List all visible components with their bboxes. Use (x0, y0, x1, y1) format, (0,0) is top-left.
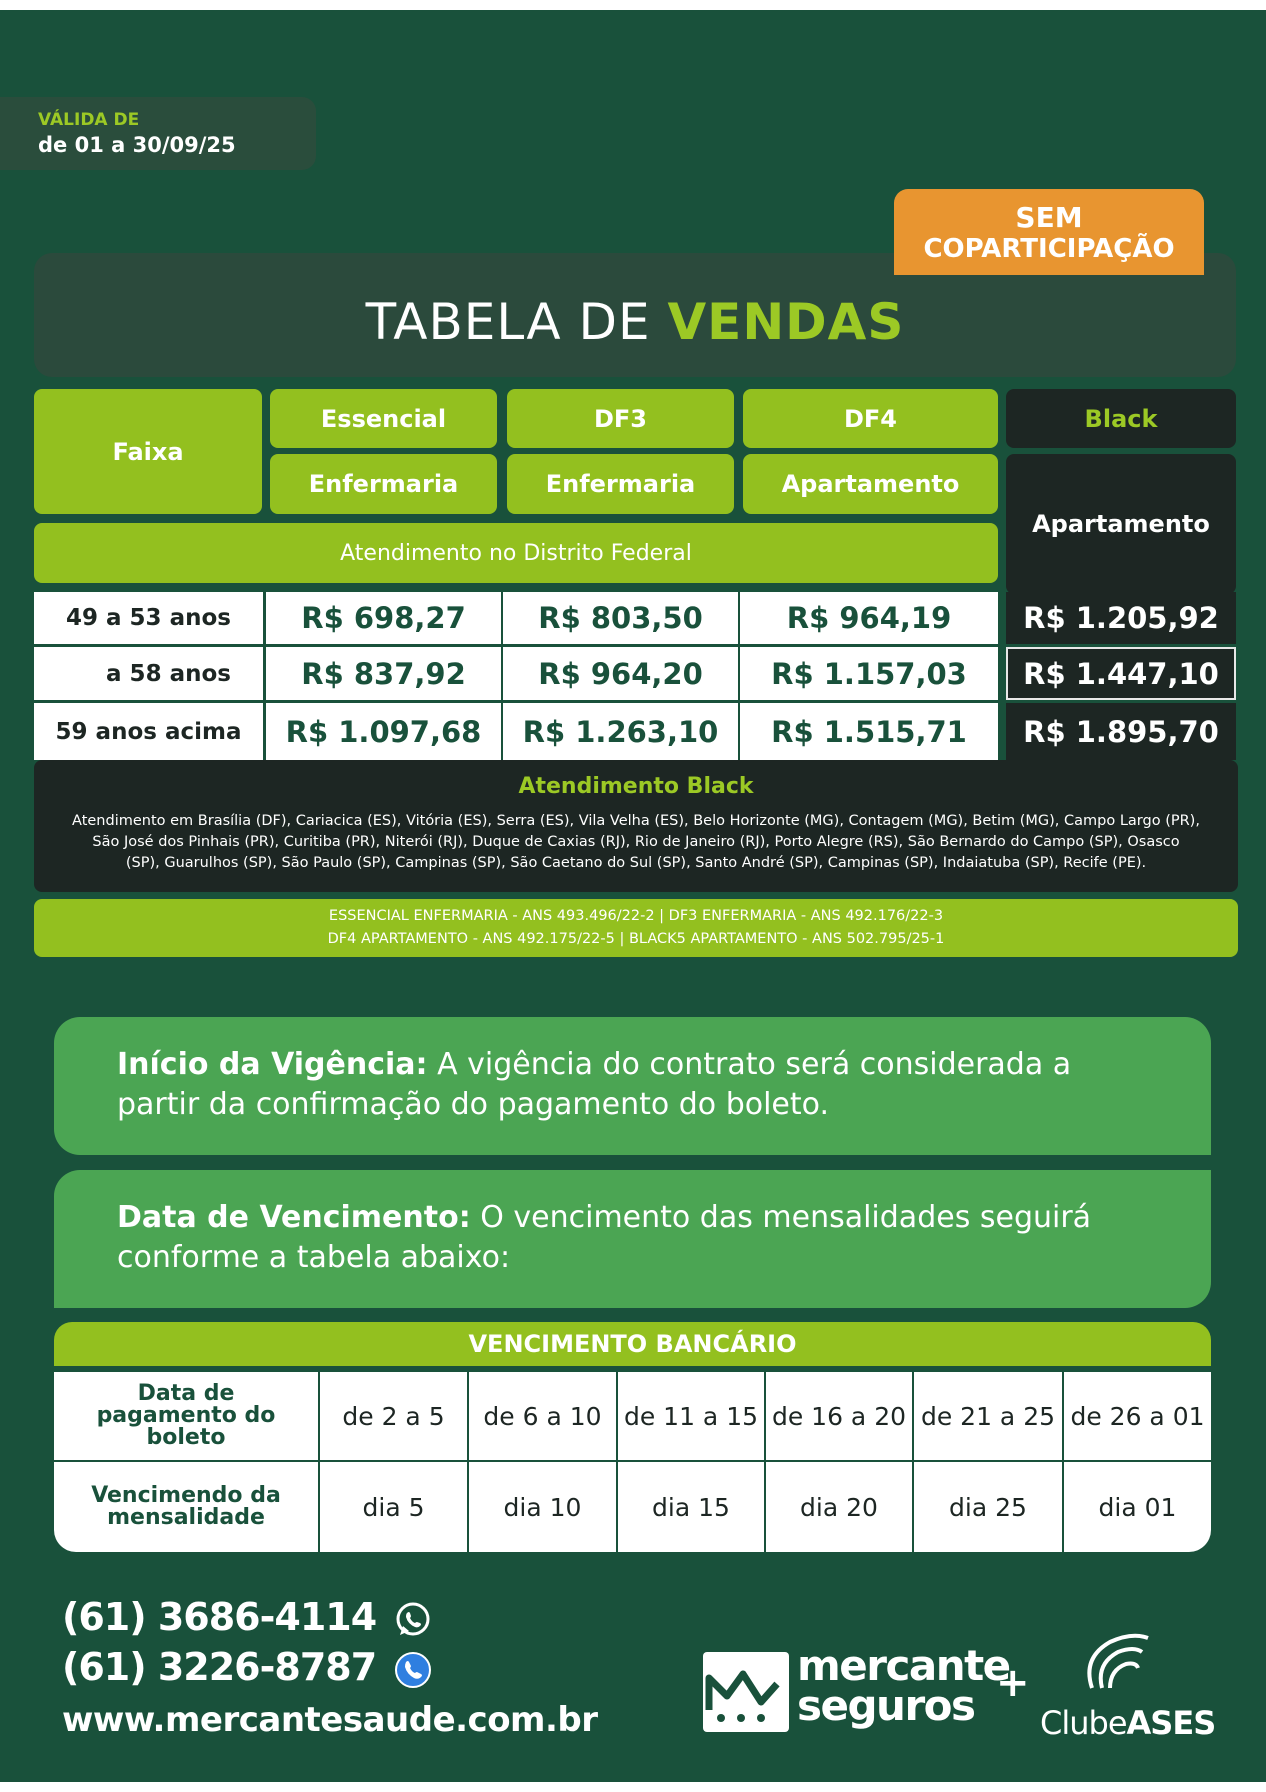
whatsapp-icon (394, 1601, 432, 1639)
region-banner: Atendimento no Distrito Federal (34, 523, 998, 583)
clube-ases-logo-text (1040, 1704, 1215, 1742)
price-df4-1: R$ 964,19 (740, 592, 998, 644)
black-cities-line3: (SP), Guarulhos (SP), São Paulo (SP), Campinas (SP), São Caetano do Sul (SP), Santo André (SP), Campinas (SP), Indaiatuba (SP), Recife (PE). (125, 855, 1147, 871)
title-part2: VENDAS (667, 293, 905, 351)
page-title (34, 293, 1236, 351)
seguros-word: seguros (797, 1681, 975, 1730)
plan-name-essencial: Essencial (270, 389, 497, 448)
no-copay-badge (894, 189, 1204, 275)
due-day-6: dia 01 (1098, 1492, 1177, 1522)
age-range-1: 49 a 53 anos (34, 592, 263, 644)
black-cities-line1: Atendimento em Brasília (DF), Cariacica (ES), Vitória (ES), Serra (ES), Vila Velha (ES), Belo Horizonte (MG), Contagem (MG), Betim (MG), Campo Largo (PR), (72, 813, 1200, 829)
phone-landline[interactable] (62, 1645, 432, 1689)
page (0, 10, 1266, 1782)
black-service-title: Atendimento Black (518, 774, 754, 799)
due-date-label: Vencimendo da mensalidade (91, 1483, 281, 1530)
clube-ases-logo-icon (1080, 1628, 1160, 1700)
badge-line1: SEM (1015, 201, 1083, 234)
due-day-4: dia 20 (800, 1492, 878, 1522)
mercante-logo-icon (703, 1652, 789, 1732)
mercante-word: mercante (797, 1641, 1010, 1690)
price-df4-2: R$ 1.157,03 (740, 647, 998, 700)
website-link[interactable]: www.mercantesaude.com.br (62, 1700, 598, 1740)
vencimento-text-block (117, 1198, 1151, 1278)
vigencia-text-block (117, 1045, 1151, 1125)
bank-table (54, 1372, 1211, 1552)
vencimento-box (54, 1170, 1211, 1308)
price-df4-3: R$ 1.515,71 (740, 703, 998, 760)
accommodation-df4: Apartamento (743, 454, 998, 514)
clube-word: Clube (1040, 1704, 1127, 1742)
validity-box (0, 97, 316, 170)
validity-dates: de 01 a 30/09/25 (38, 133, 236, 157)
due-day-3: dia 15 (652, 1492, 730, 1522)
accommodation-essencial: Enfermaria (270, 454, 497, 514)
vigencia-label: Início da Vigência: (117, 1047, 428, 1082)
plan-name-df3: DF3 (507, 389, 734, 448)
faixa-header: Faixa (34, 389, 262, 514)
vigencia-box (54, 1017, 1211, 1155)
black-service-cities (62, 811, 1210, 874)
ases-word: ASES (1126, 1704, 1216, 1742)
price-essencial-2: R$ 837,92 (266, 647, 501, 700)
due-day-5: dia 25 (949, 1492, 1027, 1522)
phone-icon (394, 1651, 432, 1689)
price-black-3: R$ 1.895,70 (1006, 703, 1236, 760)
black-cities-line2: São José dos Pinhais (PR), Curitiba (PR), Niterói (RJ), Duque de Caxias (RJ), Rio de Janeiro (RJ), Porto Alegre (RS), São Bernardo do Campo (SP), Osasco (92, 834, 1180, 850)
ans-line2: DF4 APARTAMENTO - ANS 492.175/22-5 | BLACK5 APARTAMENTO - ANS 502.795/25-1 (327, 931, 945, 947)
payment-range-5: de 21 a 25 (920, 1401, 1056, 1431)
mercante-logo-text (797, 1641, 1010, 1730)
price-black-1: R$ 1.205,92 (1006, 592, 1236, 644)
black-service-box (34, 760, 1238, 892)
due-day-2: dia 10 (503, 1492, 582, 1522)
payment-range-4: de 16 a 20 (771, 1401, 907, 1431)
vigencia-text: A vigência do contrato será considerada a partir da confirmação do pagamento do boleto. (117, 1047, 1072, 1122)
price-df3-2: R$ 964,20 (503, 647, 738, 700)
mercante-logo-mark (703, 1652, 789, 1732)
due-day-1: dia 5 (362, 1492, 425, 1522)
accommodation-df3: Enfermaria (507, 454, 734, 514)
price-df3-3: R$ 1.263,10 (503, 703, 738, 760)
price-essencial-1: R$ 698,27 (266, 592, 501, 644)
age-range-2: a 58 anos (34, 647, 263, 700)
phone-whatsapp[interactable] (62, 1595, 432, 1639)
ans-line1: ESSENCIAL ENFERMARIA - ANS 493.496/22-2 | DF3 ENFERMARIA - ANS 492.176/22-3 (328, 908, 944, 924)
plan-name-df4: DF4 (743, 389, 998, 448)
validity-label: VÁLIDA DE (38, 110, 140, 130)
payment-range-3: de 11 a 15 (623, 1401, 759, 1431)
badge-line2: COPARTICIPAÇÃO (923, 234, 1175, 264)
accommodation-black: Apartamento (1006, 454, 1236, 594)
phone1-text: (61) 3686-4114 (62, 1595, 377, 1639)
title-part1: TABELA DE (365, 293, 651, 351)
bank-table-title: VENCIMENTO BANCÁRIO (54, 1322, 1211, 1366)
price-essencial-3: R$ 1.097,68 (266, 703, 501, 760)
vencimento-text: O vencimento das mensalidades seguirá conforme a tabela abaixo: (117, 1200, 1092, 1275)
vencimento-label: Data de Vencimento: (117, 1200, 471, 1235)
payment-range-6: de 26 a 01 (1070, 1401, 1205, 1431)
payment-date-label: Data de pagamento do boleto (96, 1381, 276, 1450)
phone2-text: (61) 3226-8787 (62, 1645, 377, 1689)
ans-registrations (34, 899, 1238, 957)
payment-range-1: de 2 a 5 (342, 1401, 445, 1431)
age-range-3: 59 anos acima (34, 703, 263, 760)
payment-range-2: de 6 a 10 (483, 1401, 602, 1431)
plus-sign: + (996, 1660, 1030, 1706)
plan-name-black: Black (1006, 389, 1236, 448)
price-black-2: R$ 1.447,10 (1006, 647, 1236, 700)
price-df3-1: R$ 803,50 (503, 592, 738, 644)
